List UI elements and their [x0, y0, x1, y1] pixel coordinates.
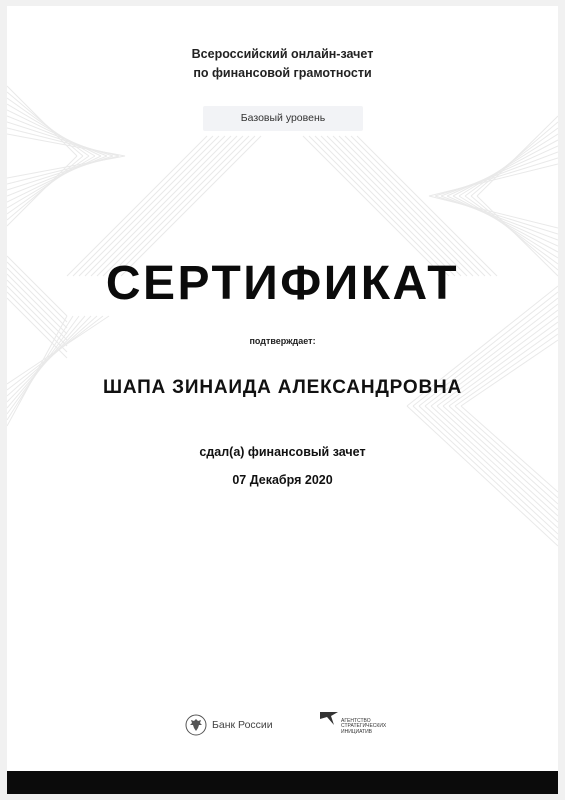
pattern-line [459, 134, 558, 196]
pattern-line [441, 196, 558, 240]
asi-arrow-icon [319, 710, 339, 726]
recipient-name: ШАПА ЗИНАИДА АЛЕКСАНДРОВНА [102, 377, 463, 398]
pattern-line [471, 122, 558, 196]
pattern-line [459, 196, 558, 258]
certificate-header [7, 45, 558, 83]
pattern-line [447, 196, 558, 246]
asi-line-3: ИНИЦИАТИВ [341, 728, 373, 735]
header-line-1: Всероссийский онлайн-зачет [191, 47, 374, 61]
footer-bar [7, 771, 558, 794]
pattern-line [431, 406, 558, 522]
certificate-page [7, 6, 558, 794]
pattern-line [419, 406, 558, 534]
pattern-line [7, 156, 125, 178]
confirms-label: подтверждает: [249, 336, 316, 346]
pattern-line [7, 316, 109, 384]
pattern-line [7, 134, 125, 156]
pattern-line [425, 406, 558, 528]
pattern-line [429, 164, 558, 196]
pattern-line [441, 152, 558, 196]
passed-statement: сдал(а) финансовый зачет [199, 445, 366, 459]
asi-line-1: АГЕНТСТВО [341, 718, 371, 724]
bank-name: Банк России [212, 719, 273, 731]
pattern-line [447, 146, 558, 196]
header-line-2: по финансовой грамотности [193, 66, 372, 80]
pattern-line [429, 196, 558, 228]
certificate-date: 07 Декабря 2020 [232, 473, 333, 487]
asi-line-2: СТРАТЕГИЧЕСКИХ [341, 723, 387, 730]
level-badge: Базовый уровень [203, 106, 363, 131]
certificate-title: СЕРТИФИКАТ [105, 257, 460, 310]
double-headed-eagle-icon [185, 714, 207, 736]
pattern-line [437, 406, 558, 516]
bank-of-russia-logo [185, 713, 273, 737]
asi-name [341, 719, 397, 735]
asi-logo [319, 710, 397, 735]
